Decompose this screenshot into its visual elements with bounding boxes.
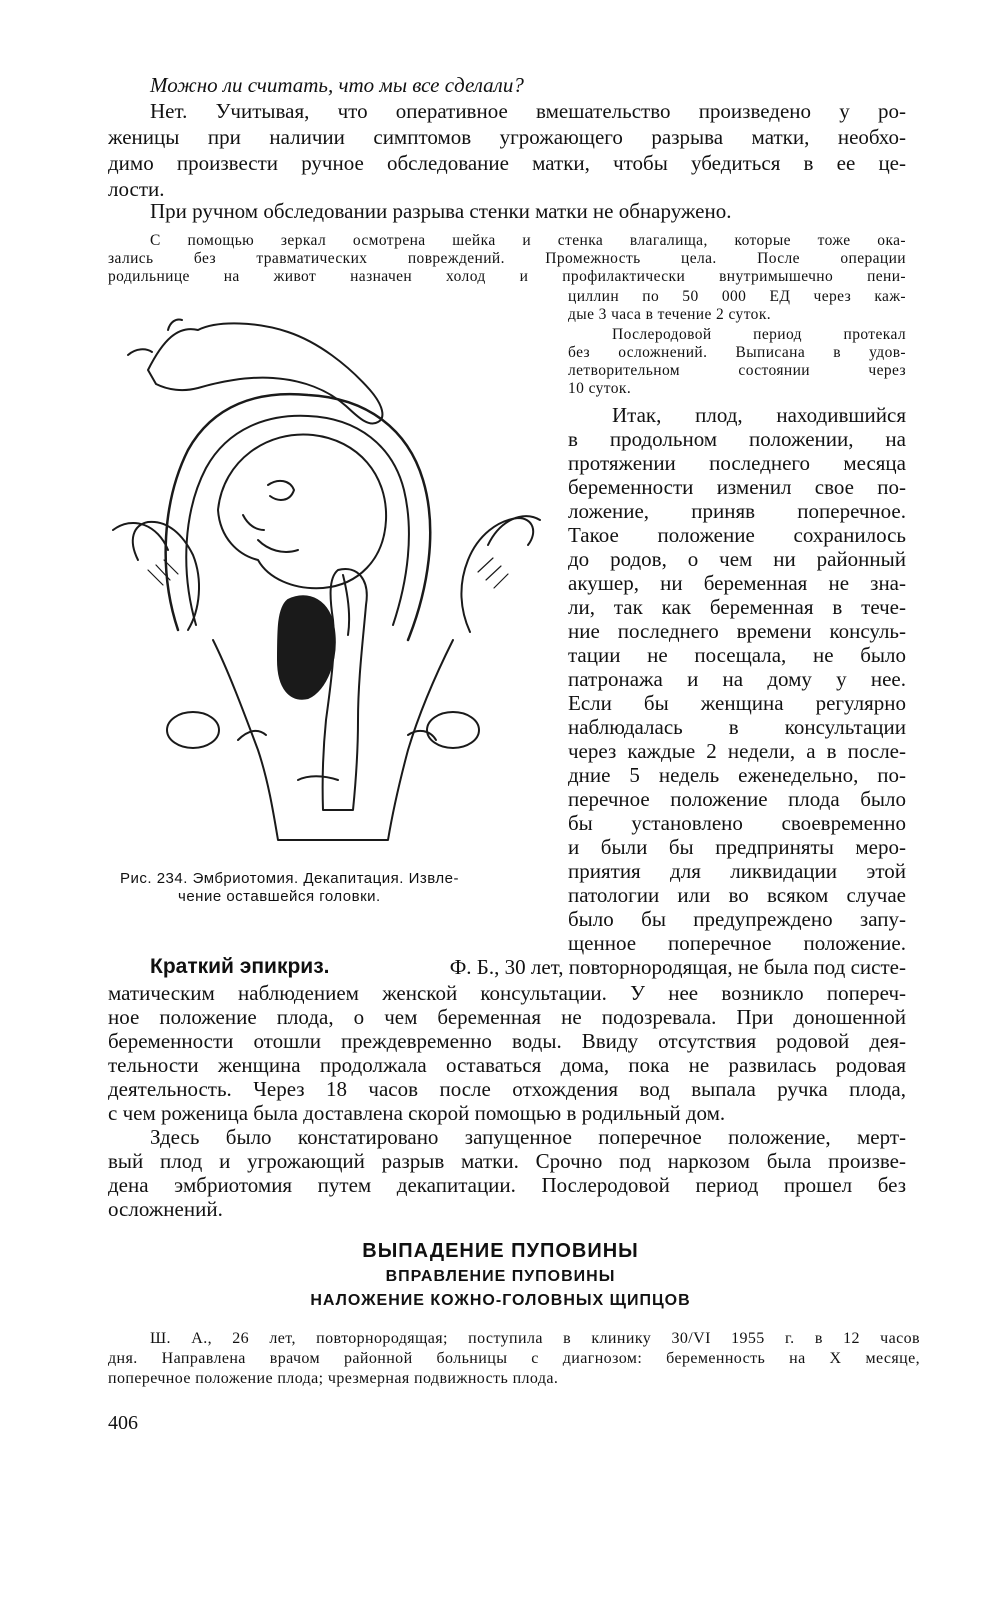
small-print-line: без осложнений. Выписана в удов- [568,344,906,361]
right-column-line: бы установлено своевременно [568,811,906,835]
right-column-line: ли, так как беременная в тече- [568,595,906,619]
left-ovary [167,712,219,748]
epicrisis-line: тельности женщина продолжала оставаться дома, пока не развилась родовая [108,1053,906,1077]
right-column-line: патологии или во всяком случае [568,883,906,907]
inner-hand [323,569,367,810]
answer-line: димо произвести ручное обследование матки, чтобы убедиться в ее це- [108,151,906,175]
epicrisis-para2-line: осложнений. [108,1197,223,1221]
right-column-line: наблюдалась в консультации [568,715,906,739]
right-column-line: Итак, плод, находившийся [612,403,906,427]
right-column-line: перечное положение плода было [568,787,906,811]
right-column-line: в продольном положении, на [568,427,906,451]
right-column-line: беременности изменил свое по- [568,475,906,499]
exam-result-line: При ручном обследовании разрыва стенки матки не обнаружено. [150,199,732,223]
small-print-line: 10 суток. [568,380,632,397]
case-intro-line: поперечное положение плода; чрезмерная подвижность плода. [108,1370,559,1387]
right-column-line: и были бы предприняты меро- [568,835,906,859]
case-intro-line: дня. Направлена врачом районной больницы с диагнозом: беременность на X месяце, [108,1350,920,1367]
right-column-line: Такое положение сохранилось [568,523,906,547]
epicrisis-line: с чем роженица была доставлена скорой помощью в родильный дом. [108,1101,726,1125]
small-print-line: циллин по 50 000 ЕД через каж- [568,288,906,305]
figure-caption-line: чение оставшейся головки. [178,888,381,905]
answer-line: Нет. Учитывая, что оперативное вмешательство произведено у ро- [150,99,906,123]
section-subtitle: ВПРАВЛЕНИЕ ПУПОВИНЫ [385,1268,616,1285]
right-column-line: щенное поперечное положение. [568,931,906,955]
right-column-line: тации не посещала, не было [568,643,906,667]
cervical-opening [278,596,335,698]
right-ovary [427,712,479,748]
epicrisis-line: ное положение плода, о чем беременная не подозревала. При доношенной [108,1005,906,1029]
right-column-line: протяжении последнего месяца [568,451,906,475]
small-print-line: Послеродовой период протекал [612,326,906,343]
page-number: 406 [108,1412,138,1434]
right-column-line: дние 5 недель еженедельно, по- [568,763,906,787]
epicrisis-first-line-text: Ф. Б., 30 лет, повторнородящая, не была под систе- [449,955,906,979]
section-title: ВЫПАДЕНИЕ ПУПОВИНЫ [362,1240,639,1262]
right-column-line: Если бы женщина регулярно [568,691,906,715]
small-print-line: летворительном состоянии через [568,362,906,379]
epicrisis-line: беременности отошли преждевременно воды. Ввиду отсутствия родовой дея- [108,1029,906,1053]
question-line: Можно ли считать, что мы все сделали? [150,73,524,97]
right-column-line: акушер, ни беременная не зна- [568,571,906,595]
section-subtitle: НАЛОЖЕНИЕ КОЖНО-ГОЛОВНЫХ ЩИПЦОВ [310,1292,691,1309]
right-column-line: ние последнего времени консуль- [568,619,906,643]
embryotomy-illustration [108,310,548,865]
right-column-line: ложение, приняв поперечное. [568,499,906,523]
small-print-line: родильнице на живот назначен холод и профилактически внутримышечно пени- [108,268,906,285]
epicrisis-first-line [150,954,906,980]
small-print-line: С помощью зеркал осмотрена шейка и стенка влагалища, которые тоже ока- [150,232,906,249]
right-column-line: до родов, о чем ни районный [568,547,906,571]
answer-line: женицы при наличии симптомов угрожающего разрыва матки, необхо- [108,125,906,149]
fetal-head [218,434,386,588]
right-column-line: патронажа и на дому у нее. [568,667,906,691]
right-column-line: приятия для ликвидации этой [568,859,906,883]
right-adnexa [461,518,533,632]
epicrisis-para2-line: дена эмбриотомия путем декапитации. Послеродовой период прошел без [108,1173,906,1197]
small-print-line: дые 3 часа в течение 2 суток. [568,306,772,323]
epicrisis-para2-line: вый плод и угрожающий разрыв матки. Срочно под наркозом была произве- [108,1149,906,1173]
answer-line: лости. [108,177,165,201]
epicrisis-para2-line: Здесь было констатировано запущенное поперечное положение, мерт- [150,1125,906,1149]
right-column-line: через каждые 2 недели, а в после- [568,739,906,763]
figure-caption-line: Рис. 234. Эмбриотомия. Декапитация. Извле- [120,870,459,887]
epicrisis-line: матическим наблюдением женской консультации. У нее возникло попереч- [108,981,906,1005]
case-intro-line: Ш. А., 26 лет, повторнородящая; поступила в клинику 30/VI 1955 г. в 12 часов [150,1330,920,1347]
right-column-line: было бы предупреждено запу- [568,907,906,931]
top-hand-glove [148,323,382,423]
small-print-line: зались без травматических повреждений. Промежность цела. После операции [108,250,906,267]
epicrisis-line: деятельность. Через 18 часов после отхождения вод выпала ручка плода, [108,1077,906,1101]
epicrisis-label: Краткий эпикриз. [150,955,330,978]
